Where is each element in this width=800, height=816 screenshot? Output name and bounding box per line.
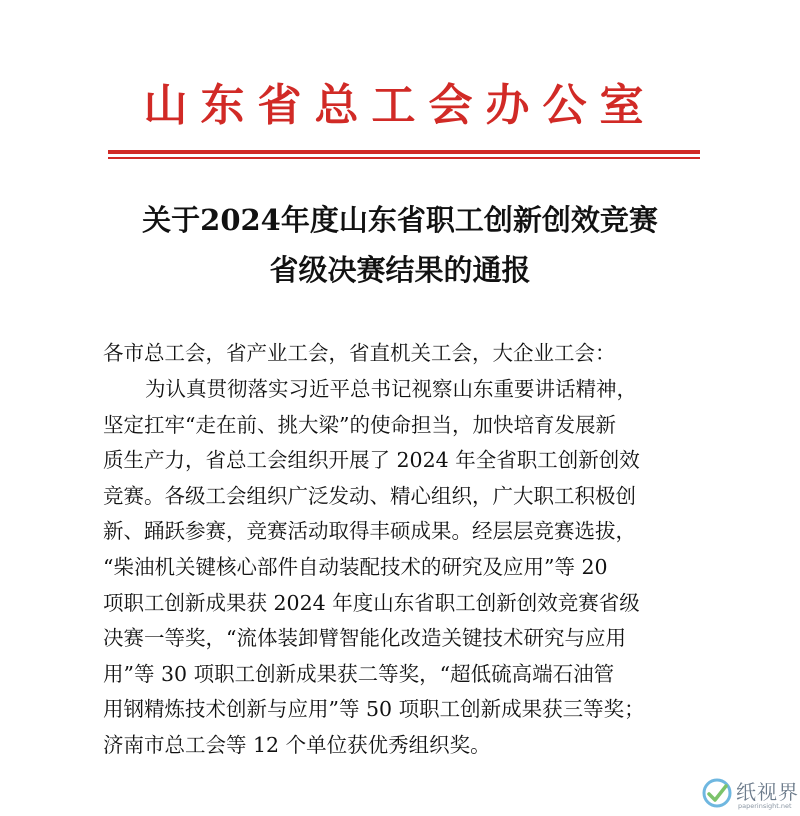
watermark-url: paperinsight.net bbox=[738, 802, 792, 810]
body-paragraph bbox=[103, 372, 703, 764]
masthead-rule-thin bbox=[108, 157, 700, 159]
paperinsight-logo-icon bbox=[702, 778, 732, 808]
watermark-name: 纸视界 bbox=[736, 780, 799, 804]
salutation: 各市总工会，省产业工会，省直机关工会，大企业工会： bbox=[103, 341, 616, 365]
body-line: 用”等 30 项职工创新成果获二等奖，“超低硫高端石油管 bbox=[103, 661, 615, 686]
document-title-line-2: 省级决赛结果的通报 bbox=[269, 253, 531, 287]
body-line: 新、踊跃参赛，竞赛活动取得丰硕成果。经层层竞赛选拔， bbox=[103, 519, 636, 544]
body-line: 项职工创新成果获 2024 年度山东省职工创新创效竞赛省级 bbox=[103, 590, 640, 615]
body-line: 为认真贯彻落实习近平总书记视察山东重要讲话精神， bbox=[145, 377, 637, 401]
document-title-line-1: 关于2024年度山东省职工创新创效竞赛 bbox=[142, 203, 658, 237]
body-line: 质生产力，省总工会组织开展了 2024 年全省职工创新创效 bbox=[103, 448, 640, 473]
body-line: 用钢精炼技术创新与应用”等 50 项职工创新成果获三等奖； bbox=[103, 697, 645, 722]
masthead-rule-thick bbox=[108, 150, 700, 154]
watermark bbox=[700, 774, 800, 816]
body-line: 坚定扛牢“走在前、挑大梁”的使命担当，加快培育发展新 bbox=[103, 412, 616, 437]
body-line: “柴油机关键核心部件自动装配技术的研究及应用”等 20 bbox=[103, 554, 608, 579]
body-line: 竞赛。各级工会组织广泛发动、精心组织，广大职工积极创 bbox=[103, 483, 636, 508]
body-line: 济南市总工会等 12 个单位获优秀组织奖。 bbox=[103, 732, 491, 757]
document-masthead: 山东省总工会办公室 bbox=[143, 80, 657, 131]
body-line: 决赛一等奖，“流体装卸臂智能化改造关键技术研究与应用 bbox=[103, 626, 626, 651]
